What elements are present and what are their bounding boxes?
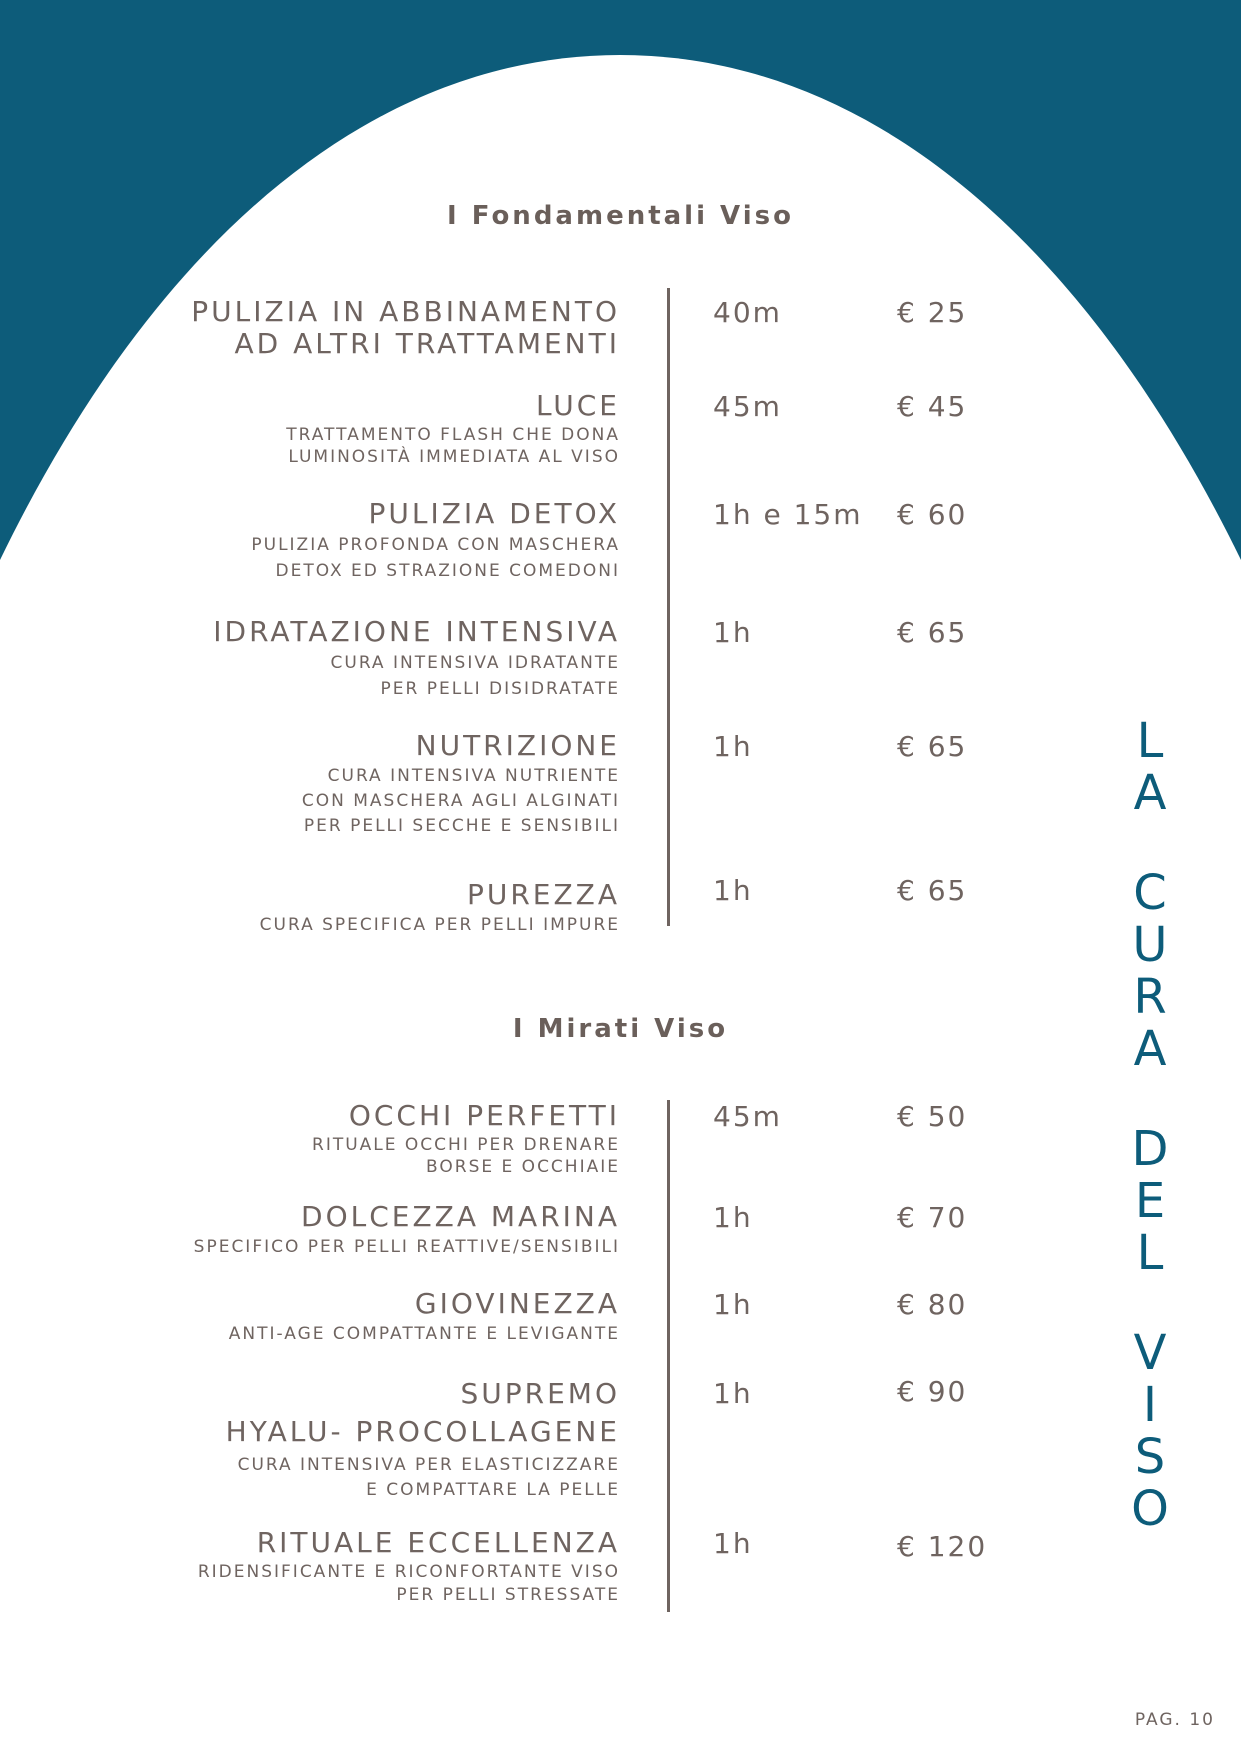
- treatment-price: € 120: [897, 1530, 988, 1563]
- treatment-name: GIOVINEZZA: [414, 1287, 620, 1320]
- treatment-duration: 1h: [713, 874, 753, 907]
- treatment-price: € 90: [897, 1375, 968, 1408]
- side-title-la-cura-del-viso: [1110, 715, 1190, 1535]
- treatment-price: € 80: [897, 1288, 968, 1321]
- side-title-letter: L: [1136, 1225, 1164, 1281]
- treatment-name: SUPREMO HYALU- PROCOLLAGENE: [225, 1377, 620, 1448]
- treatment-name: RITUALE ECCELLENZA: [256, 1526, 620, 1559]
- treatment-description: RITUALE OCCHI PER DRENARE BORSE E OCCHIAIE: [312, 1135, 620, 1177]
- side-title-letter: R: [1133, 969, 1167, 1025]
- treatment-duration: 45m: [713, 1100, 782, 1133]
- treatment-duration: 45m: [713, 390, 782, 423]
- side-title-word: [1131, 1327, 1169, 1535]
- treatment-price: € 65: [897, 616, 968, 649]
- side-title-letter: O: [1131, 1481, 1169, 1537]
- divider-line-2: [667, 1100, 670, 1612]
- side-title-letter: S: [1134, 1429, 1166, 1485]
- treatment-description: RIDENSIFICANTE E RICONFORTANTE VISO PER PELLI STRESSATE: [197, 1562, 620, 1605]
- treatment-description: ANTI-AGE COMPATTANTE E LEVIGANTE: [228, 1324, 620, 1344]
- treatment-duration: 1h: [713, 1527, 753, 1560]
- treatment-description: CURA INTENSIVA IDRATANTE PER PELLI DISIDRATATE: [330, 653, 620, 699]
- treatment-rituale-eccellenza: [100, 1527, 620, 1607]
- treatment-description: SPECIFICO PER PELLI REATTIVE/SENSIBILI: [193, 1237, 620, 1257]
- treatment-name: PULIZIA DETOX: [368, 497, 620, 530]
- side-title-letter: V: [1133, 1325, 1167, 1381]
- treatment-description: CURA INTENSIVA NUTRIENTE CON MASCHERA AGLI ALGINATI PER PELLI SECCHE E SENSIBILI: [301, 766, 620, 836]
- treatment-luce: [100, 390, 620, 468]
- treatment-duration: 1h e 15m: [713, 498, 863, 531]
- side-title-letter: I: [1142, 1377, 1158, 1433]
- treatment-dolcezza-marina: [100, 1201, 620, 1259]
- side-title-word: [1134, 715, 1167, 819]
- treatment-nutrizione: [100, 730, 620, 839]
- side-title-letter: A: [1133, 1021, 1167, 1077]
- treatment-supremo: [100, 1375, 620, 1503]
- treatment-price: € 50: [897, 1100, 968, 1133]
- section-title-fondamentali: I Fondamentali Viso: [447, 201, 794, 231]
- treatment-purezza: [100, 879, 620, 937]
- treatment-duration: 1h: [713, 1201, 753, 1234]
- side-title-letter: L: [1136, 713, 1164, 769]
- treatment-description: CURA SPECIFICA PER PELLI IMPURE: [259, 915, 620, 935]
- treatment-occhi-perfetti: [100, 1100, 620, 1178]
- treatment-name: IDRATAZIONE INTENSIVA: [213, 615, 620, 648]
- treatment-giovinezza: [100, 1288, 620, 1346]
- side-title-letter: D: [1131, 1121, 1169, 1177]
- treatment-name: PUREZZA: [466, 878, 620, 911]
- treatment-price: € 60: [897, 498, 968, 531]
- treatment-description: TRATTAMENTO FLASH CHE DONA LUMINOSITÀ IMMEDIATA AL VISO: [286, 425, 620, 467]
- treatment-price: € 65: [897, 730, 968, 763]
- treatment-price: € 65: [897, 874, 968, 907]
- side-title-letter: E: [1134, 1173, 1166, 1229]
- treatment-description: CURA INTENSIVA PER ELASTICIZZARE E COMPATTARE LA PELLE: [237, 1455, 620, 1500]
- divider-line-1: [667, 288, 670, 926]
- side-title-letter: U: [1132, 917, 1168, 973]
- treatment-price: € 45: [897, 390, 968, 423]
- treatment-price: € 25: [897, 296, 968, 329]
- treatment-name: PULIZIA IN ABBINAMENTO AD ALTRI TRATTAMENTI: [191, 295, 620, 360]
- treatment-price: € 70: [897, 1201, 968, 1234]
- treatment-duration: 1h: [713, 1377, 753, 1410]
- treatment-duration: 40m: [713, 296, 782, 329]
- treatment-idratazione: [100, 616, 620, 702]
- treatment-duration: 1h: [713, 1288, 753, 1321]
- treatment-name: LUCE: [536, 389, 620, 422]
- side-title-letter: A: [1133, 765, 1167, 821]
- treatment-name: DOLCEZZA MARINA: [301, 1200, 620, 1233]
- side-title-word: [1132, 1123, 1169, 1279]
- treatment-duration: 1h: [713, 730, 753, 763]
- side-title-word: [1132, 867, 1167, 1075]
- page-number: PAG. 10: [1134, 1710, 1215, 1730]
- section-title-mirati: I Mirati Viso: [512, 1014, 729, 1044]
- treatment-description: PULIZIA PROFONDA CON MASCHERA DETOX ED STRAZIONE COMEDONI: [251, 535, 620, 581]
- treatment-name: OCCHI PERFETTI: [348, 1099, 620, 1132]
- side-title-letter: C: [1133, 865, 1167, 921]
- treatment-name: NUTRIZIONE: [415, 729, 620, 762]
- treatment-duration: 1h: [713, 616, 753, 649]
- treatment-pulizia-detox: [100, 498, 620, 584]
- treatment-pulizia-abbinamento: [100, 296, 620, 360]
